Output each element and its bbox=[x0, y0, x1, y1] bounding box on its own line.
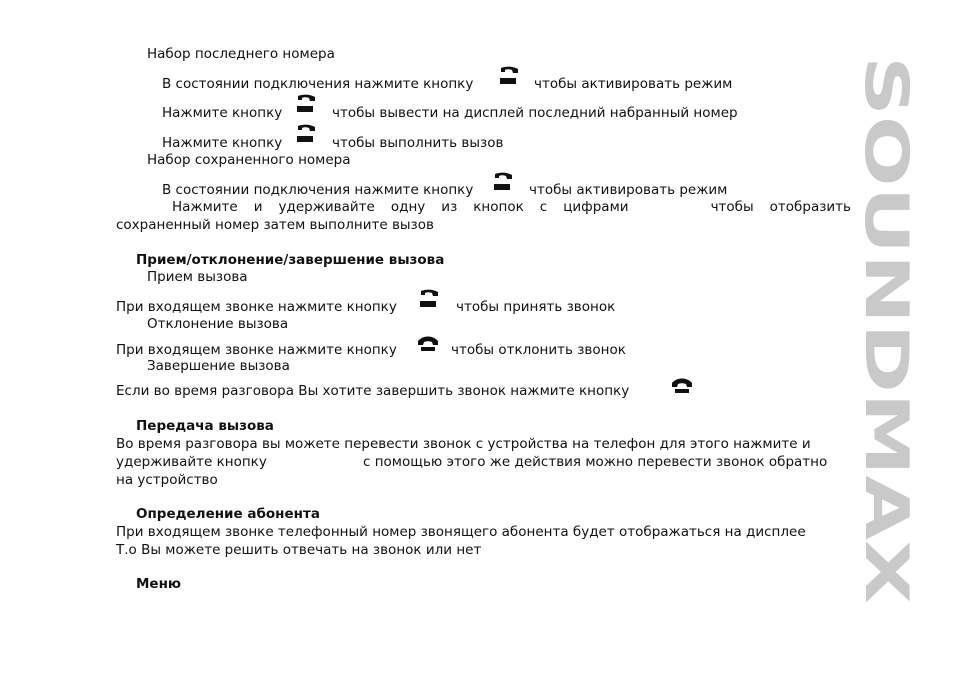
brand-text: SOUNDMAX bbox=[851, 56, 921, 452]
word: удерживайте bbox=[278, 199, 375, 215]
saved-number-step1-text: В состоянии подключения нажмите кнопку bbox=[162, 182, 474, 198]
heading-caller-id: Определение абонента bbox=[136, 506, 320, 522]
end-call-button-icon bbox=[416, 333, 440, 353]
transfer-line3: на устройство bbox=[116, 472, 218, 488]
transfer-line2-left: удерживайте кнопку bbox=[116, 454, 267, 470]
call-button-icon bbox=[417, 289, 441, 309]
call-button-icon bbox=[491, 172, 515, 192]
saved-number-step2 bbox=[116, 198, 851, 234]
heading-saved-number: Набор сохраненного номера bbox=[147, 152, 351, 168]
call-button-icon bbox=[497, 66, 521, 86]
saved-number-step1-suffix: чтобы активировать режим bbox=[529, 182, 728, 198]
call-button-icon bbox=[294, 124, 318, 144]
reject-text: При входящем звонке нажмите кнопку bbox=[116, 342, 397, 358]
last-number-step3-text: Нажмите кнопку bbox=[162, 135, 283, 151]
word: одну bbox=[390, 199, 426, 215]
reject-title: Отклонение вызова bbox=[147, 316, 289, 332]
transfer-line1: Во время разговора вы можете перевести звонок с устройства на телефон для этого нажмите и bbox=[116, 436, 811, 452]
heading-menu: Меню bbox=[136, 576, 182, 592]
end-title: Завершение вызова bbox=[147, 358, 290, 374]
caller-id-line2: Т.о Вы можете решить отвечать на звонок или нет bbox=[116, 542, 482, 558]
heading-last-number: Набор последнего номера bbox=[147, 46, 335, 62]
transfer-line2-right: с помощью этого же действия можно перевести звонок обратно bbox=[363, 454, 828, 470]
last-number-step2-text: Нажмите кнопку bbox=[162, 105, 283, 121]
word: отобразить bbox=[769, 199, 851, 215]
last-number-step3-suffix: чтобы выполнить вызов bbox=[332, 135, 504, 151]
word: Нажмите bbox=[172, 199, 238, 215]
last-number-step1-suffix: чтобы активировать режим bbox=[534, 76, 733, 92]
saved-number-step2-line2: сохраненный номер затем выполните вызов bbox=[116, 217, 434, 233]
word: цифрами bbox=[563, 199, 629, 215]
word: кнопок bbox=[473, 199, 524, 215]
caller-id-line1: При входящем звонке телефонный номер звонящего абонента будет отображаться на дисплее bbox=[116, 524, 806, 540]
accept-text: При входящем звонке нажмите кнопку bbox=[116, 299, 397, 315]
call-button-icon bbox=[294, 94, 318, 114]
end-text: Если во время разговора Вы хотите завершить звонок нажмите кнопку bbox=[116, 383, 630, 399]
heading-call-handling: Прием/отклонение/завершение вызова bbox=[136, 252, 445, 268]
accept-suffix: чтобы принять звонок bbox=[456, 299, 616, 315]
heading-transfer: Передача вызова bbox=[136, 418, 274, 434]
word: и bbox=[253, 199, 263, 215]
word: чтобы bbox=[710, 199, 754, 215]
word: с bbox=[539, 199, 548, 215]
word: из bbox=[441, 199, 458, 215]
reject-suffix: чтобы отклонить звонок bbox=[451, 342, 626, 358]
last-number-step1-text: В состоянии подключения нажмите кнопку bbox=[162, 76, 474, 92]
last-number-step2-suffix: чтобы вывести на дисплей последний набранный номер bbox=[332, 105, 738, 121]
end-call-button-icon bbox=[670, 375, 694, 395]
accept-title: Прием вызова bbox=[147, 269, 248, 285]
brand-logo bbox=[851, 56, 921, 604]
